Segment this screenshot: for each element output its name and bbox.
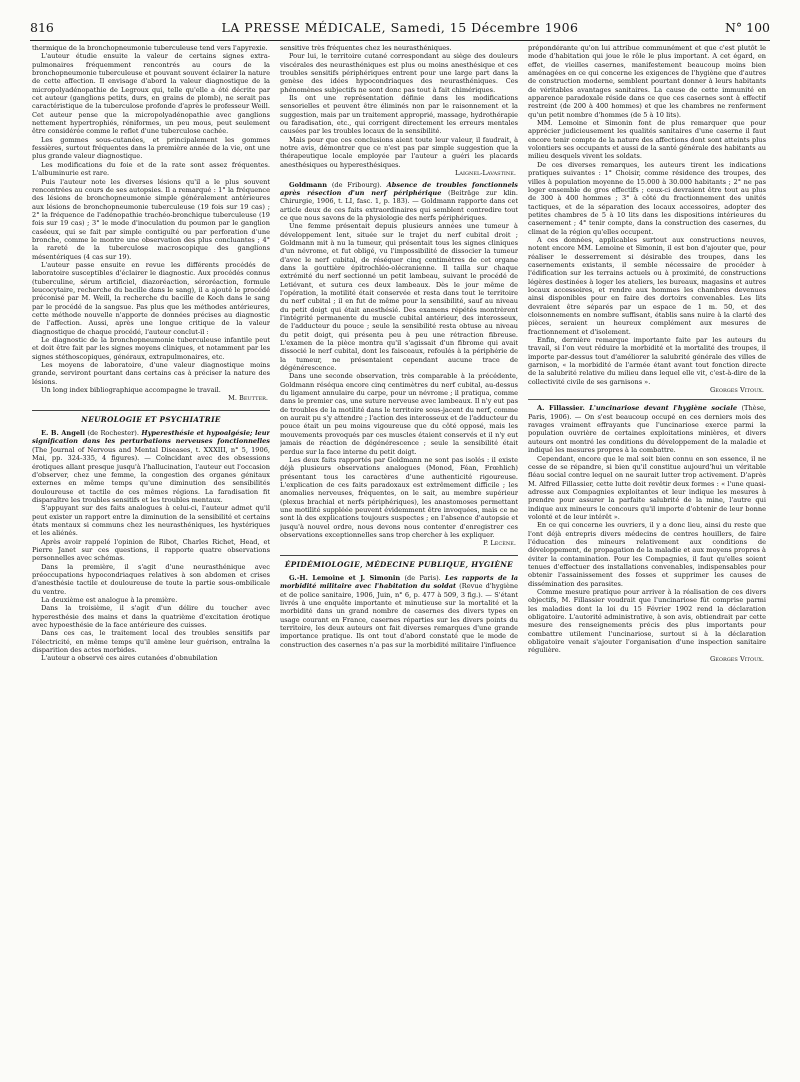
entry-text: — On s'est beaucoup occupé en ces derniers mois des ravages vraiment effrayants que l'uncinariose exerce parmi la population ouvrière de certaines exploitations minières, et divers auteurs ont montré les conditions du développement de la maladie et indiqué les mesures propres à la combattre.: [528, 412, 766, 455]
entry-separator: [528, 399, 766, 400]
review-entry-goldmann: [280, 181, 518, 223]
paragraph: Ils ont une représentation définie dans les modifications sensorielles et peuvent être éliminés non par le raisonnement et la suggestion, mais par un traitement approprié, massage, hydrothérapie ou faradisation, etc., qui corrigent directement les erreurs mentales causées par les troubles locaux de la sensibilité.: [280, 94, 518, 136]
author-signature: P. Lecène.: [483, 539, 516, 548]
paragraph: sensitive très fréquentes chez les neurasthéniques.: [280, 44, 452, 52]
author-signature: Laignel-Lavastine.: [454, 169, 516, 178]
paragraph: L'auteur passe ensuite en revue les différents procédés de laboratoire susceptibles d'éclairer le diagnostic. Aux procédés connus (tuberculine, sérum artificiel, diazoréaction, séroréaction, formule leucocytaire, recherche du bacille dans le sang), il a ajouté le procédé préconisé par M. Weill, la recherche du bacille de Koch dans le sang par le procédé de la sangsue. Pas plus que les méthodes antérieures, cette méthode nouvelle n'apporte de données précises au diagnostic de l'affection. Aussi, après une longue critique de la valeur diagnostique de chaque procédé, l'auteur conclut-il :: [32, 260, 270, 336]
paragraph: MM. Lemoine et Simonin font de plus remarquer que pour apprécier judicieusement les qualités sanitaires d'une caserne il faut encore tenir compte de la nature des affections dont sont atteints plus volontiers ses occupants et aussi de la santé générale des habitants au milieu desquels vivent les soldats.: [528, 119, 766, 161]
paragraph: Une femme présentait depuis plusieurs années une tumeur à développement lent, située sur le trajet du nerf cubital droit ; Goldmann mit à nu la tumeur, qui présentait tous les signes cliniques d'un névrome, et fut obligé, vu l'impossibilité de dissocier la tumeur d'avec le nerf cubital, de réséquer cinq centimètres de cet organe dans la gouttière épitrochléo-olécranienne. Il tailla sur chaque extrémité du nerf sectionné un petit lambeau, suivant le procédé de Letiévant, et sutura ces deux lambeaux. Dès le jour même de l'opération, la motilité était conservée et resta dans tout le territoire du nerf cubital ; il en fut de même pour la sensibilité, sauf au niveau du petit doigt qui était anesthésié. Des examens répétés montrèrent l'intégrité permanente du muscle cubital antérieur, des interosseux, de l'adducteur du pouce ; seule la sensibilité resta obtuse au niveau du petit doigt, qui présenta peu à peu une rétraction fibreuse. L'examen de la pièce montra qu'il s'agissait d'un fibrome qui avait dissocié le nerf cubital, dont les faisceaux, refoulés à la périphérie de la tumeur, ne présentaient cependant aucune trace de dégénérescence.: [280, 222, 518, 373]
column-left: [32, 44, 270, 1074]
review-entry-fillassier: [528, 404, 766, 454]
paragraph: Comme mesure pratique pour arriver à la réalisation de ces divers objectifs, M. Fillassier voudrait que l'uncinariose fût comprise parmi les maladies dont la loi du 15 Février 1902 rend la déclaration obligatoire. L'autorité administrative, à son avis, obtiendrait par cette mesure des renseignements précis des plus importants pour combattre utilement l'uncinariose, surtout si à la déclaration obligatoire venait s'ajouter l'organisation d'une inspection sanitaire régulière.: [528, 588, 766, 655]
journal-title: LA PRESSE MÉDICALE, Samedi, 15 Décembre 1906: [221, 20, 579, 35]
paragraph: La deuxième est analogue à la première.: [41, 596, 178, 604]
paragraph: S'appuyant sur des faits analogues à celui-ci, l'auteur admet qu'il peut exister un rapport entre la diminution de la sensibilité et certains états mentaux si communs chez les neurasthéniques, les hystériques et les aliénés.: [32, 504, 270, 538]
entry-author: G.-H. Lemoine et J. Simonin: [289, 573, 401, 582]
entry-author: A. Fillassier.: [537, 404, 585, 413]
paragraph: Dans une seconde observation, très comparable à la précédente, Goldmann réséqua encore cinq centimètres du nerf cubital, au-dessus du ligament annulaire du carpe, pour un névrome ; il pratiqua, comme dans le premier cas, une suture nerveuse avec lambeaux. Il n'y eut pas de troubles de la motilité dans le territoire sous-jacent du nerf, comme on aurait pu s'y attendre ; l'action des interosseux et de l'adducteur du pouce était un peu moins vigoureuse que du côté opposé, mais les mouvements provoqués par ces muscles étaient conservés et il n'y eut jamais de réaction de dégénérescence ; seule la sensibilité était perdue sur la face interne du petit doigt.: [280, 372, 518, 456]
paragraph: thermique de la bronchopneumonie tuberculeuse tend vers l'apyrexie.: [32, 44, 268, 52]
column-middle: [280, 44, 518, 1074]
paragraph: Les moyens de laboratoire, d'une valeur diagnostique moins grande, serviront pourtant dans certains cas à préciser la nature des lésions.: [32, 361, 270, 386]
paragraph: Dans la troisième, il s'agit d'un délire du toucher avec hyperesthésie des mains et dans la quatrième d'excitation érotique avec hypoesthésie de la face antérieure des cuisses.: [32, 604, 270, 630]
entry-author: Goldmann: [289, 180, 327, 189]
paragraph: A ces données, applicables surtout aux constructions neuves, notent encore MM. Lemoine et Simonin, il est bon d'ajouter que, pour réaliser le desserrement si désirable des troupes, dans les casernements existants, il semble nécessaire de procéder à l'édification sur les terrains actuels ou à proximité, de constructions légères destinées à loger les ateliers, les bureaux, magasins et autres locaux accessoires, et rendre aux hommes les chambres devenues ainsi disponibles pour en faire des dortoirs convenables. Les lits devraient être séparés par un espace de 1 m. 50, et des cloisonnements en nombre suffisant, établis sans nuire à la clarté des pièces, seraient un heureux complément aux mesures de fractionnement et d'isolement.: [528, 235, 766, 336]
entry-place: (de Rochester).: [87, 429, 139, 438]
paragraph: Enfin, dernière remarque importante faite par les auteurs du travail, si l'on veut réduire la morbidité et la mortalité des troupes, il importe par-dessus tout d'améliorer la salubrité générale des villes de garnison, « la morbidité de l'armée étant avant tout fonction directe de la salubrité relative du milieu dans lequel elle vit, c'est-à-dire de la collectivité civile de ses garnisons ».: [528, 336, 766, 386]
paragraph: Dans ces cas, le traitement local des troubles sensitifs par l'électricité, en même temps qu'il amène leur guérison, entraîna la disparition des actes morbides.: [32, 629, 270, 655]
author-signature: M. Beutter.: [228, 394, 268, 403]
paragraph: Mais pour que ces conclusions aient toute leur valeur, il faudrait, à notre avis, démontrer que ce n'est pas par simple suggestion que la thérapeutique locale employée par l'auteur a guéri les placards anesthésiques ou hyperesthésiques.: [280, 135, 518, 169]
paragraph: Les deux faits rapportés par Goldmann ne sont pas isolés : il existe déjà plusieurs observations analogues (Monod, Féan, Frœhlich) présentant tous les caractères d'une authenticité rigoureuse. L'explication de ces faits paradoxaux est extrêmement difficile ; les anomalies nerveuses, fréquentes, on le sait, au membre supérieur (plexus brachial et nerfs périphériques), les anastomoses permettant une motilité suppléée peuvent évidemment être invoquées, mais ce ne sont là des explications toujours suspectes ; en l'absence d'autopsie et jusqu'à nouvel ordre, nous devons nous contenter d'enregistrer ces observations exceptionnelles sans trop chercher à les expliquer.: [280, 455, 518, 539]
paragraph: Les gommes sous-cutanées, et principalement les gommes fessières, surtout fréquentes dans la première année de la vie, ont une plus grande valeur diagnostique.: [32, 135, 270, 161]
section-heading-epidemiology: ÉPIDÉMIOLOGIE, MÉDECINE PUBLIQUE, HYGIÈNE: [280, 555, 518, 569]
header-rule: [30, 40, 770, 41]
entry-place: (de Fribourg).: [331, 180, 382, 189]
author-signature: Georges Vitoux.: [710, 654, 764, 663]
paragraph: prépondérante qu'on lui attribue communément et que c'est plutôt le mode d'habitation qui joue le rôle le plus important. A cet égard, en effet, de vieilles casernes, manifestement beaucoup moins bien aménagées en ce qui concerne les exigences de l'hygiène que d'autres de construction moderne, semblent pourtant donner à leurs habitants de véritables avantages sanitaires. La cause de cette immunité en apparence paradoxale réside dans ce que ces casernes sont à effectif restreint (de 200 à 400 hommes) et que les chambres ne renferment qu'un petit nombre d'hommes (de 5 à 10 lits).: [528, 44, 766, 119]
author-signature: Georges Vitoux.: [710, 386, 764, 395]
section-heading-neurology: NEUROLOGIE ET PSYCHIATRIE: [32, 410, 270, 424]
entry-source: (Beiträge zur klin. Chirurgie, 1906, t. LI, fasc. 1, p. 183).: [280, 188, 518, 206]
entry-title: Absence de troubles fonctionnels après résection d'un nerf périphérique: [280, 180, 518, 197]
entry-author: E. B. Angell: [41, 429, 86, 438]
page-number: 816: [30, 20, 54, 35]
entry-source: (The Journal of Nervous and Mental Diseases, t. XXXIII, n° 5, 1906, Mai, pp. 324-335, 4 figures).: [32, 445, 270, 463]
entry-title: Hyperesthésie et hypoalgésie; leur signification dans les perturbations nerveuses fonctionnelles: [32, 429, 270, 446]
paragraph: Dans la première, il s'agit d'une neurasthénique avec préoccupations hypocondriaques relatives à son abdomen et crises d'anesthésie tactile et douloureuse de toute la partie sous-ombilicale du ventre.: [32, 562, 270, 596]
entry-place: (de Paris).: [404, 573, 441, 582]
entry-title: L'uncinariose devant l'hygiène sociale: [589, 404, 738, 413]
paragraph: Cependant, encore que le mal soit bien connu en son essence, il ne cesse de se répandre, si bien qu'il constitue aujourd'hui un véritable fléau social contre lequel on ne saurait lutter trop activement. D'après M. Alfred Fillassier, cette lutte doit revêtir deux formes : « l'une quasi-adresse aux Compagnies exploitantes et leur indique les mesures à prendre pour assurer la parfaite salubrité de la mine, l'autre qui indique aux mineurs le concours qu'il importe d'obtenir de leur bonne volonté et de leur intérêt ».: [528, 454, 766, 521]
paragraph: L'auteur a observé ces aires cutanées d'obnubilation: [41, 654, 218, 663]
entry-title: Les rapports de la morbidité militaire avec l'habitation du soldat: [280, 573, 518, 591]
entry-source: (Revue d'hygiène et de police sanitaire, 1906, Juin, n° 6, p. 477 à 509, 3 fig.).: [280, 582, 518, 599]
entry-text: — Goldmann rapporte dans cet article deux de ces faits extraordinaires qui semblent contredire tout ce que nous savons de la physiologie des nerfs périphériques.: [280, 197, 518, 222]
review-entry-lemoine: [280, 574, 518, 649]
issue-number: N° 100: [724, 20, 770, 35]
paragraph: L'auteur étudie ensuite la valeur de certains signes extra-pulmonaires fréquemment rencontrés au cours de la bronchopneumonie tuberculeuse et pouvant souvent éclairer la nature de cette affection. Il envisage d'abord la valeur diagnostique de la micropolyadénopathie de Legroux qui, telle qu'elle a été décrite par cet auteur (ganglions petits, durs, en grains de plomb), ne serait pas caractéristique de la tuberculose profonde d'après le professeur Weill. Cet auteur pense que la micropolyadénopathie avec ganglions nettement hypertrophiés, réniformes, un peu mous, peut seulement être considérée comme le reflet d'une tuberculose cachée.: [32, 52, 270, 136]
paragraph: En ce qui concerne les ouvriers, il y a donc lieu, ainsi du reste que l'ont déjà entrepris divers médecins de centres houillers, de faire l'éducation des mineurs relativement aux conditions de développement, de propagation de la maladie et aux moyens propres à éviter la contamination. Pour les Compagnies, il faut qu'elles soient tenues d'effectuer des installations convenables, indispensables pour obtenir l'assainissement des fosses et supprimer les causes de dissémination des parasites.: [528, 521, 766, 588]
paragraph: Puis l'auteur note les diverses lésions qu'il a le plus souvent rencontrées au cours de ses autopsies. Il a remarqué : 1° la fréquence des lésions de bronchopneumonie simple généralement antérieures aux lésions de bronchopneumonie tuberculeuse (19 fois sur 19 cas) ; 2° la fréquence de l'adénopathie trachéo-bronchique tuberculeuse (19 fois sur 19 cas) ; 3° le mode d'inoculation du poumon par le ganglion caséeux, qui se fait par simple contiguïté ou par perforation d'une bronche, comme le montre une observation des plus concluantes ; 4° la rareté de la tuberculose macroscopique des ganglions mésentériques (4 cas sur 19).: [32, 177, 270, 261]
entry-text: — Coïncidant avec des obsessions érotiques allant presque jusqu'à l'hallucination, l'auteur eut l'occasion d'observer, chez une femme, la congestion des organes génitaux externes en même temps qu'une diminution des sensibilités douloureuse et tactile de ces mêmes régions. La faradisation fit disparaître les troubles sensitifs et les troubles mentaux.: [32, 454, 270, 504]
paragraph: Le diagnostic de la bronchopneumonie tuberculeuse infantile peut et doit être fait par les signes moyens cliniques, et notamment par les signes stéthoscopiques, généraux, extrapulmonaires, etc.: [32, 336, 270, 361]
paragraph: Un long index bibliographique accompagne le travail.: [41, 386, 221, 395]
column-right: [528, 44, 766, 1074]
entry-text: — S'étant livrés à une enquête importante et minutieuse sur la mortalité et la morbidité dans un grand nombre de casernes des divers types en usage courant en France, casernes réparties sur les divers points du territoire, les deux auteurs ont fait diverses remarques d'une grande importance pratique. Ils ont tout d'abord constaté que le mode de construction des casernes n'a pas sur la morbidité militaire l'influence: [280, 590, 518, 649]
paragraph: Après avoir rappelé l'opinion de Ribot, Charles Richet, Head, et Pierre Janet sur ces questions, il rapporte quatre observations personnelles avec schémas.: [32, 537, 270, 563]
review-entry-angell: [32, 429, 270, 504]
paragraph: Pour lui, le territoire cutané correspondant au siège des douleurs viscérales des neurasthéniques est plus ou moins anesthésique et ces troubles sensitifs périphériques entrent pour une large part dans la genèse des idées hypocondriaques des neurasthéniques. Ces phénomènes subjectifs ne sont donc pas tout à fait chimériques.: [280, 52, 518, 94]
entry-source: (Thèse, Paris, 1906).: [528, 404, 766, 421]
paragraph: De ces diverses remarques, les auteurs tirent les indications pratiques suivantes : 1° Choisir, comme résidence des troupes, des villes à population moyenne de 15.000 à 30.000 habitants ; 2° ne pas loger ensemble de gros effectifs ; ceux-ci devraient être tout au plus de 300 à 400 hommes ; 3° à côté du fractionnement des unités tactiques, et de la séparation des locaux accessoires, adopter des petites chambres de 5 à 10 lits dans les dispositions intérieures du casernement ; 4° tenir compte, dans la construction des casernes, du climat de la région qu'elles occupent.: [528, 160, 766, 236]
paragraph: Les modifications du foie et de la rate sont assez fréquentes. L'albuminurie est rare.: [32, 160, 270, 178]
running-header: [30, 18, 770, 38]
